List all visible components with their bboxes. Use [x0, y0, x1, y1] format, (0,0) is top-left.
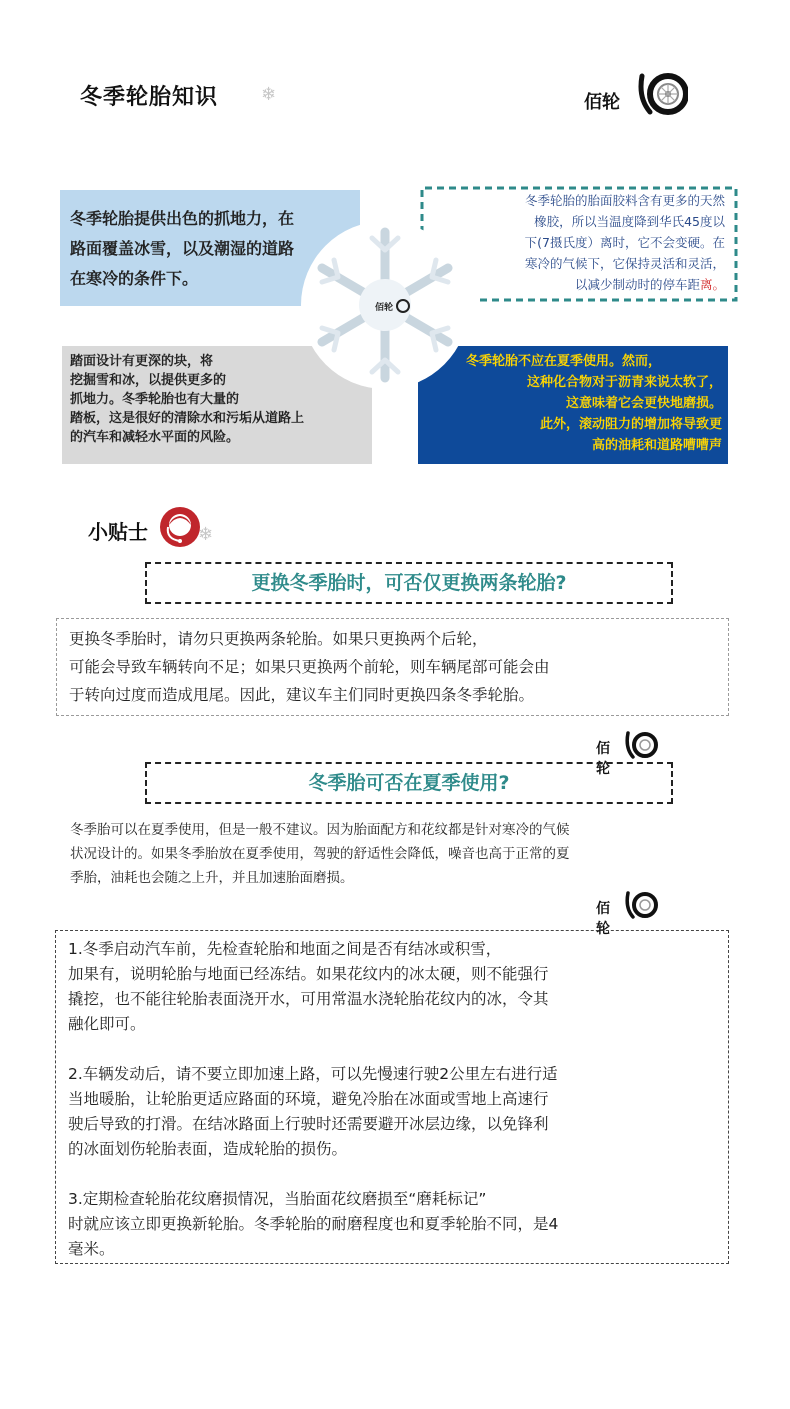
- tip-paragraph: [68, 1062, 714, 1162]
- text-line: 毫米。: [68, 1240, 115, 1258]
- answer-text: [70, 818, 720, 890]
- text-line: 这种化合物对于沥青来说太软了，: [526, 375, 722, 390]
- text-line: 驶后导致的打滑。在结冰路面上行驶时还需要避开冰层边缘，以免锋利: [68, 1115, 549, 1133]
- text-line: 更换冬季胎时，请勿只更换两条轮胎。如果只更换两个后轮，: [69, 630, 488, 648]
- text-line: 可能会导致车辆转向不足；如果只更换两个前轮，则车辆尾部可能会由: [69, 658, 550, 676]
- tips-label: 小贴士: [88, 520, 148, 544]
- text-line: 挖掘雪和冰，以提供更多的: [70, 373, 227, 388]
- text-line: 3.定期检查轮胎花纹磨损情况，当胎面花纹磨损至“磨耗标记”: [68, 1190, 487, 1208]
- text-line: 当地暖胎，让轮胎更适应路面的环境，避免冷胎在冰面或雪地上高速行: [68, 1090, 549, 1108]
- tire-logo-icon: [636, 68, 688, 120]
- question-heading: 更换冬季胎时，可否仅更换两条轮胎?: [145, 562, 673, 604]
- brand-name: 佰轮: [596, 901, 610, 937]
- text-line: 在寒冷的条件下。: [70, 269, 199, 288]
- text-line: 路面覆盖冰雪，以及潮湿的道路: [70, 239, 295, 258]
- text-line: 冬季胎可以在夏季使用，但是一般不建议。因为胎面配方和花纹都是针对寒冷的气候: [70, 822, 570, 838]
- text-line: 冬季轮胎的胎面胶料含有更多的天然: [524, 193, 725, 208]
- tip-paragraph: [68, 1187, 714, 1262]
- text-line: 的汽车和减轻水平面的风险。: [70, 430, 240, 445]
- question-heading: 冬季胎可否在夏季使用?: [145, 762, 673, 804]
- tip-paragraph: [68, 937, 714, 1037]
- snowflake-emblem-icon: [300, 220, 470, 390]
- text-line: 抓地力。冬季轮胎也有大量的: [70, 392, 240, 407]
- customer-service-icon: [158, 505, 202, 549]
- text-line: 撬挖，也不能往轮胎表面浇开水，可用常温水浇轮胎花纹内的冰，令其: [68, 990, 549, 1008]
- text-line: 2.车辆发动后，请不要立即加速上路，可以先慢速行驶2公里左右进行适: [68, 1065, 558, 1083]
- answer-box: [56, 618, 729, 716]
- center-brand-text: 佰轮: [375, 303, 394, 313]
- text-line: 冬季轮胎提供出色的抓地力，在: [70, 209, 295, 228]
- rubber-compound-text: [430, 190, 725, 295]
- text-line: 下(7摄氏度）离时，它不会变硬。在: [524, 235, 725, 250]
- text-line: 寒冷的气候下，它保持灵活和灵活，: [524, 256, 725, 271]
- text-line: 这意味着它会更快地磨损。: [565, 396, 722, 411]
- snowflake-icon: ❄: [261, 84, 277, 105]
- text-line: 冬季轮胎不应在夏季使用。然而，: [466, 354, 662, 369]
- brand-name: 佰轮: [584, 92, 620, 113]
- tire-logo-icon: [624, 888, 658, 922]
- text-line: 1.冬季启动汽车前，先检查轮胎和地面之间是否有结冰或积雪，: [68, 940, 502, 958]
- text-line: 橡胶，所以当温度降到华氏45度以: [534, 214, 725, 229]
- text-line: 踏板，这是很好的清除水和污垢从道路上: [70, 411, 305, 426]
- text-segment: 以减少制动时的停车距: [574, 277, 700, 292]
- text-line: 时就应该立即更换新轮胎。冬季轮胎的耐磨程度也和夏季轮胎不同，是4: [68, 1215, 559, 1233]
- brand-name: 佰轮: [596, 741, 610, 777]
- text-highlight: 离。: [699, 277, 725, 292]
- text-line: 状况设计的。如果冬季胎放在夏季使用，驾驶的舒适性会降低，噪音也高于正常的夏: [70, 846, 570, 862]
- page-title: 冬季轮胎知识: [80, 85, 219, 110]
- winter-driving-tips-box: [55, 930, 729, 1264]
- text-line: 于转向过度而造成甩尾。因此，建议车主们同时更换四条冬季轮胎。: [69, 686, 535, 704]
- text-line: 此外，滚动阻力的增加将导致更: [539, 417, 722, 432]
- text-line: [430, 274, 725, 295]
- tire-logo-icon: [624, 728, 658, 762]
- text-line: 高的油耗和道路嘈嘈声: [591, 438, 722, 453]
- text-line: 融化即可。: [68, 1015, 146, 1033]
- text-line: 加果有，说明轮胎与地面已经冻结。如果花纹内的冰太硬，则不能强行: [68, 965, 549, 983]
- text-line: 的冰面划伤轮胎表面，造成轮胎的损伤。: [68, 1140, 348, 1158]
- snowflake-icon: ❄: [198, 524, 214, 545]
- text-line: 季胎，油耗也会随之上升，并且加速胎面磨损。: [70, 870, 354, 886]
- text-line: 踏面设计有更深的块，将: [70, 354, 214, 369]
